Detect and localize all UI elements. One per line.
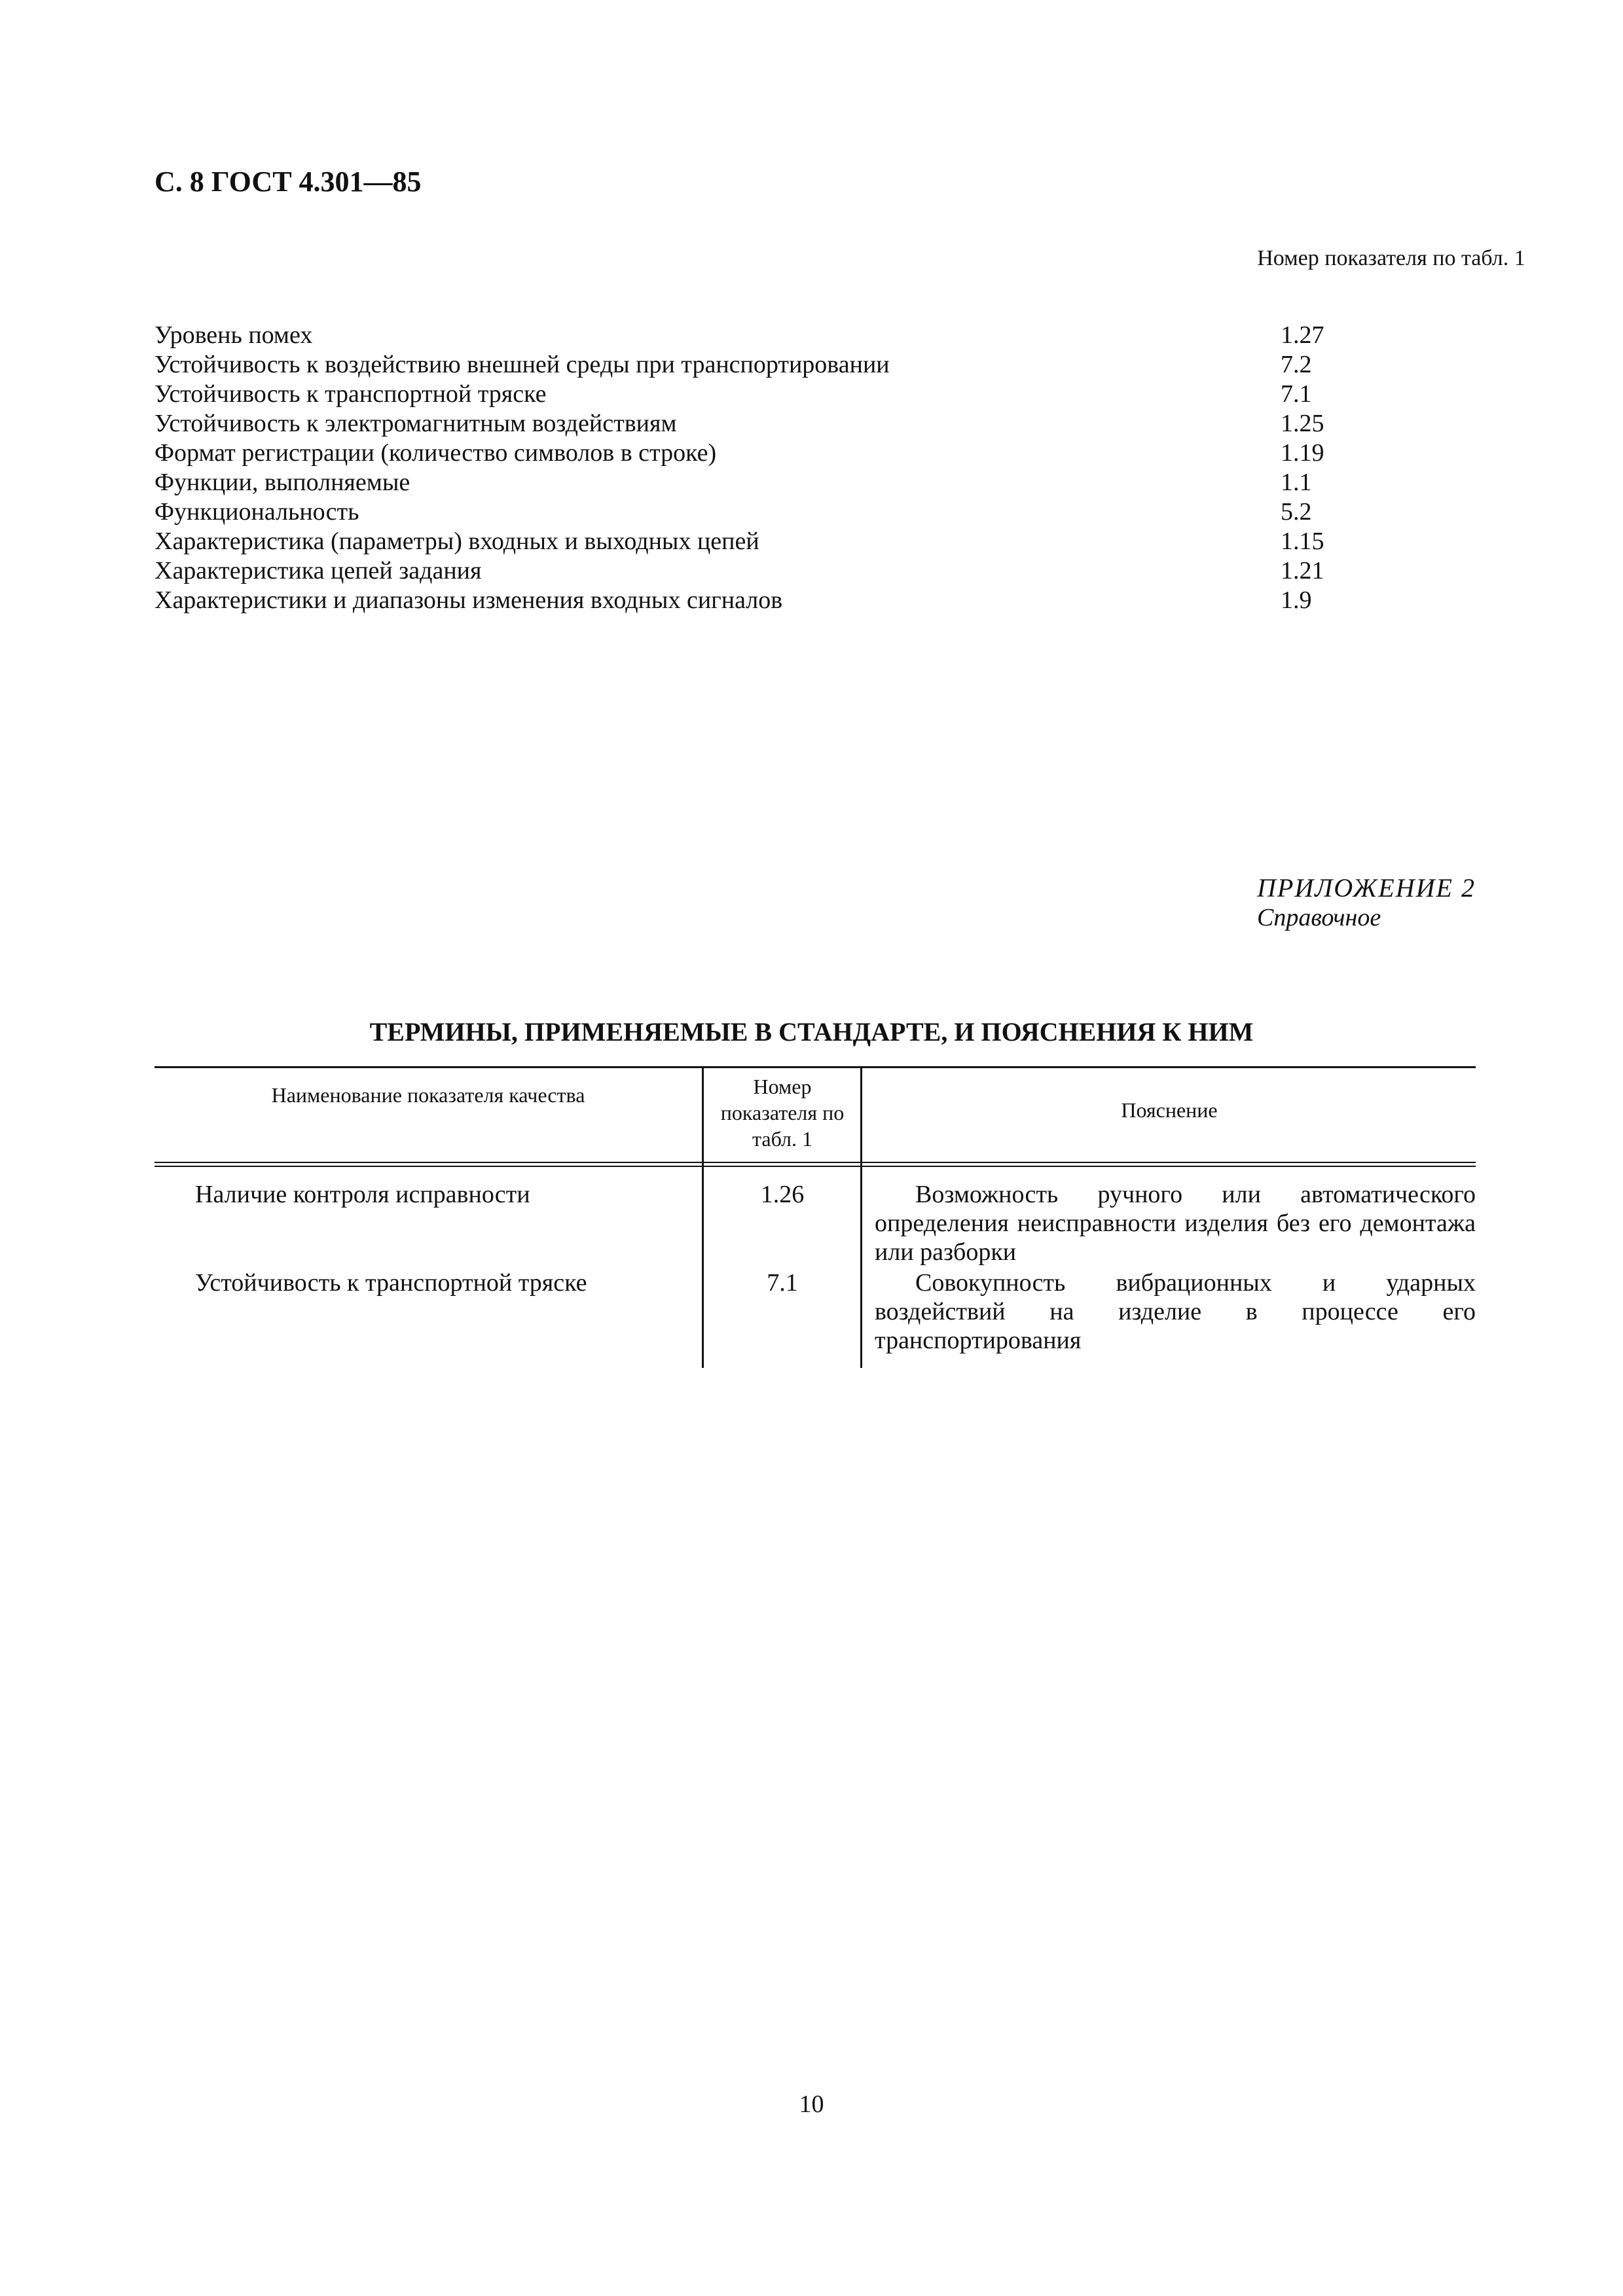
header-number: Номер показателя по табл. 1 xyxy=(720,1075,845,1151)
index-row xyxy=(155,380,1464,409)
header-description: Пояснение xyxy=(1121,1098,1218,1122)
index-number: 1.9 xyxy=(1281,586,1312,614)
column-divider xyxy=(702,1066,704,1368)
index-column-header: Номер показателя по табл. 1 xyxy=(1257,246,1525,270)
column-divider xyxy=(860,1066,862,1368)
index-term: Функциональность xyxy=(155,498,359,526)
index-term: Устойчивость к воздействию внешней среды при транспортировании xyxy=(155,351,890,378)
row-number: 7.1 xyxy=(767,1269,798,1297)
index-number: 1.19 xyxy=(1281,439,1324,467)
index-term: Формат регистрации (количество символов в строке) xyxy=(155,439,717,467)
row-name: Устойчивость к транспортной тряске xyxy=(195,1269,587,1297)
index-term: Устойчивость к транспортной тряске xyxy=(155,380,547,408)
index-number: 5.2 xyxy=(1281,498,1312,526)
index-list xyxy=(155,321,1464,615)
index-row xyxy=(155,586,1464,615)
table-header-rule xyxy=(155,1162,1476,1167)
page-number: 10 xyxy=(799,2090,824,2118)
section-title: ТЕРМИНЫ, ПРИМЕНЯЕМЫЕ В СТАНДАРТЕ, И ПОЯСНЕНИЯ К НИМ xyxy=(369,1017,1254,1047)
index-term: Уровень помех xyxy=(155,321,313,349)
index-number: 1.15 xyxy=(1281,528,1324,555)
index-row xyxy=(155,527,1464,556)
index-number: 1.27 xyxy=(1281,321,1324,349)
row-description: Возможность ручного или автоматического определения неисправности изделия без его демонтажа или разборки xyxy=(875,1181,1476,1266)
index-row xyxy=(155,350,1464,380)
table-top-rule xyxy=(155,1066,1476,1068)
index-number: 1.25 xyxy=(1281,410,1324,437)
index-number: 1.21 xyxy=(1281,557,1324,584)
index-term: Характеристика цепей задания xyxy=(155,557,482,584)
index-term: Характеристики и диапазоны изменения входных сигналов xyxy=(155,586,783,614)
row-name: Наличие контроля исправности xyxy=(195,1181,530,1208)
row-number: 1.26 xyxy=(760,1181,805,1208)
index-row xyxy=(155,497,1464,527)
index-row xyxy=(155,321,1464,350)
index-row xyxy=(155,439,1464,468)
index-number: 7.1 xyxy=(1281,380,1312,408)
appendix-label: ПРИЛОЖЕНИЕ 2 xyxy=(1257,873,1476,903)
index-number: 1.1 xyxy=(1281,469,1312,496)
index-row xyxy=(155,409,1464,439)
index-row xyxy=(155,556,1464,586)
index-number: 7.2 xyxy=(1281,351,1312,378)
index-term: Функции, выполняемые xyxy=(155,469,410,496)
index-term: Устойчивость к электромагнитным воздействиям xyxy=(155,410,677,437)
appendix-subtitle: Справочное xyxy=(1257,904,1381,931)
header-name: Наименование показателя качества xyxy=(271,1083,585,1107)
index-row xyxy=(155,468,1464,497)
row-description: Совокупность вибрационных и ударных воздействий на изделие в процессе его транспортирования xyxy=(875,1269,1476,1354)
index-term: Характеристика (параметры) входных и выходных цепей xyxy=(155,528,759,555)
page-header: С. 8 ГОСТ 4.301—85 xyxy=(155,166,422,198)
